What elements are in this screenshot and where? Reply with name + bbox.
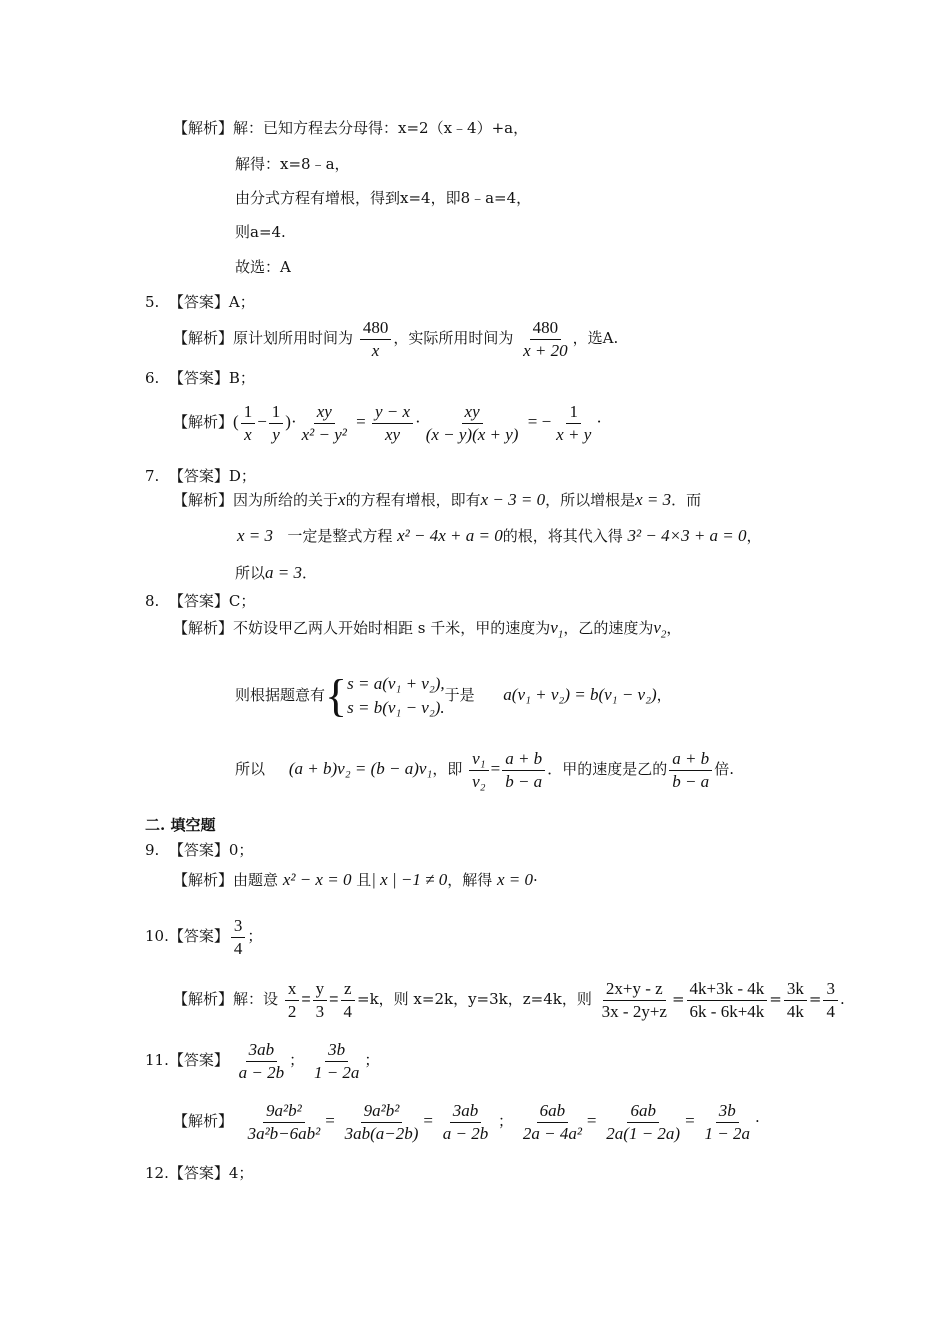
q7-explain-2: x = 3 一定是整式方程 x² − 4x + a = 0的根，将其代入得 3² − 4×3 + a = 0， (237, 526, 762, 545)
explain-tag: 【解析】 (173, 119, 234, 137)
q10-answer: 10.【答案】 $\frac{3}{4}$ ； (145, 915, 263, 958)
q5-explain: 【解析】原计划所用时间为 $\frac{480}{x}$ ，实际所用时间为 $\frac{480}{x + 20}$ ，选A. (173, 317, 619, 360)
q8-explain-2: 则根据题意有{ s = a(v₁ + v₂), s = b(v₁ − v₂). 于是 a(v₁ + v₂) = b(v₁ − v₂)， (235, 670, 672, 721)
q5-frac2: $\frac{480}{x + 20}$ (523, 317, 568, 360)
q8-explain-3: 所以 (a + b)v₂ = (b − a)v₁，即 $\frac{\text{v₁}}{\text{v₂}}$ = $\frac{a + b}{b - a}$ ．甲的速度是乙的 $\frac{a + b}{b - a}$ 倍. (235, 748, 734, 791)
q9-explain: 【解析】由题意 x² − x = 0 且| x | −1 ≠ 0，解得 x = 0· (173, 870, 538, 889)
q4-line5: 故选：A (235, 258, 291, 276)
q11-explain: 【解析】 $\frac{\text{9a²b²}}{\text{3a²b−6ab²}}$ = $\frac{\text{9a²b²}}{3ab(a-2b)}$ = $\frac{3ab}{a - 2b}$ ； $\frac{6ab}{\text{2a − 4a²}}$ = $\frac{6ab}{2a(1 - 2a)}$ = $\frac{3b}{1 - 2a}$ · (173, 1100, 760, 1143)
q10-explain: 【解析】解：设 $\frac{x}{2}$ = $\frac{y}{3}$ = $\frac{z}{4}$ =k，则 x=2k，y=3k，z=4k，则 $\frac{2x+y - z}{3x - 2y+z}$ = $\frac{4k+3k - 4k}{6k - 6k+4k}$ = $\frac{3k}{4k}$ = $\frac{3}{4}$ . (173, 978, 845, 1021)
q4-line4: 则a=4. (235, 223, 286, 241)
q8-answer: 8. 【答案】C； (145, 592, 256, 610)
q8-explain-1: 【解析】不妨设甲乙两人开始时相距 s 千米，甲的速度为$v_1$，乙的速度为$v_2$， (173, 618, 682, 641)
q7-answer: 7. 【答案】D； (145, 467, 256, 485)
q6-explain: 【解析】( $\frac{1}{x}$ − $\frac{1}{y}$ )· $\frac{xy}{\text{x² − y²}}$ = $\frac{y - x}{xy}$ · $\frac{xy}{(x - y)(x + y)}$ = − $\frac{1}{x + y}$ · (173, 401, 602, 444)
q4-line3: 由分式方程有增根，得到x=4，即8﹣a=4， (235, 189, 532, 207)
q4-line2: 解得：x=8﹣a， (235, 155, 350, 173)
q12-answer: 12.【答案】4； (145, 1164, 254, 1182)
q4-explain (173, 118, 528, 138)
q5-ans: A； (228, 293, 255, 311)
q5-frac1: $\frac{480}{x}$ (360, 317, 392, 362)
q5-num: 5. (145, 293, 160, 311)
section-fill-blank: 二. 填空题 (145, 816, 216, 834)
q11-answer: 11.【答案】 $\frac{3ab}{a - 2b}$ ； $\frac{3b}{1 - 2a}$ ； (145, 1039, 380, 1082)
q9-answer: 9. 【答案】0； (145, 841, 254, 859)
q7-explain-1: 【解析】因为所给的关于x的方程有增根，即有x − 3 = 0，所以增根是x = 3．而 (173, 490, 702, 509)
q5-answer (145, 292, 255, 312)
answer-tag: 【答案】 (168, 293, 229, 311)
q4-line1: 解：已知方程去分母得：x=2（x﹣4）+a， (233, 119, 529, 137)
q6-answer: 6. 【答案】B； (145, 369, 255, 387)
q7-explain-3: 所以a = 3． (235, 563, 318, 582)
